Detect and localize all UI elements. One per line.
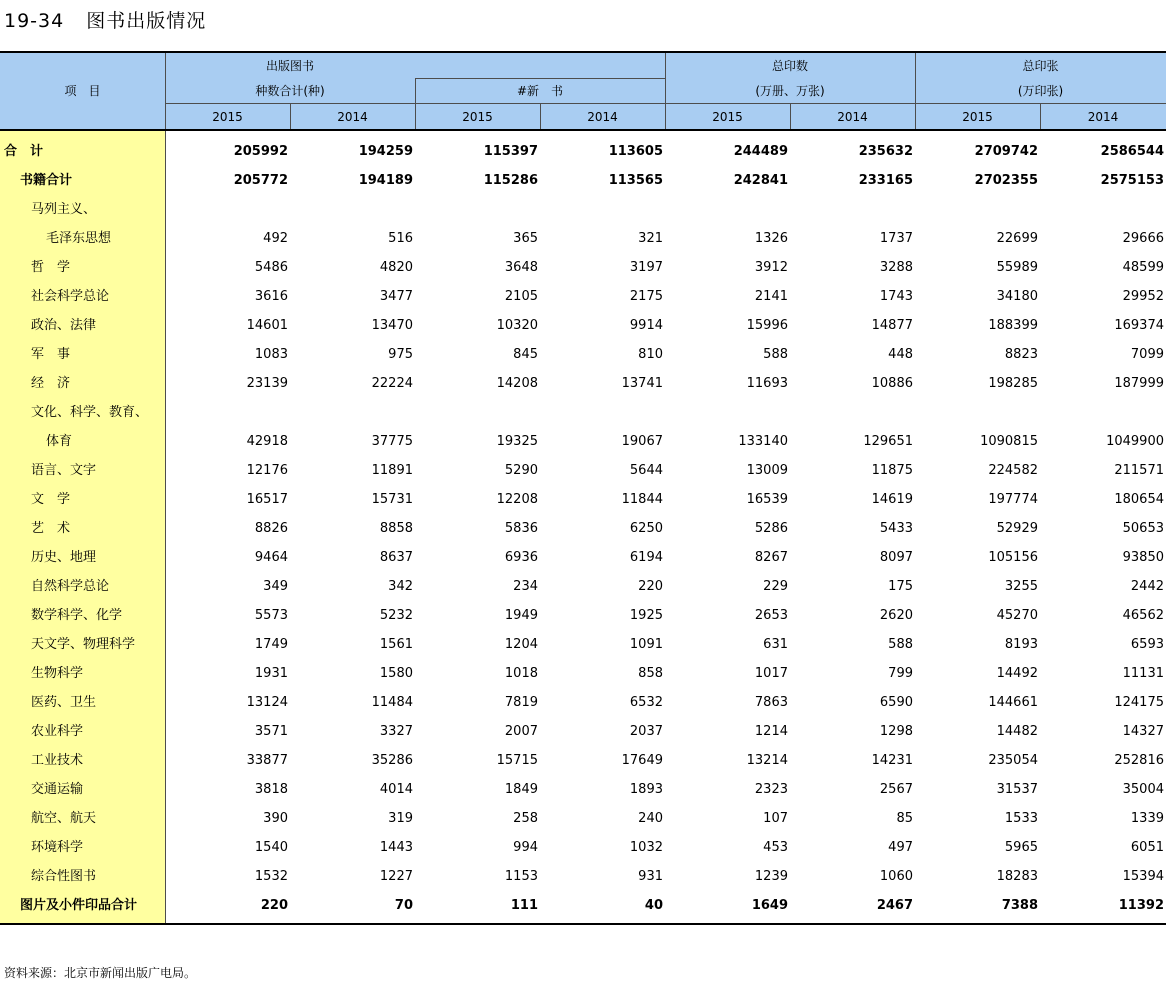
table-cell: 10886 (871, 376, 913, 391)
table-cell: 931 (638, 869, 663, 884)
table-cell: 240 (638, 811, 663, 826)
row-label: 军 事 (31, 347, 71, 362)
table-row (0, 282, 1166, 311)
table-title: 图书出版情况 (86, 10, 207, 32)
table-cell: 3477 (379, 289, 413, 304)
table-cell: 42918 (246, 434, 288, 449)
table-cell: 1091 (629, 637, 663, 652)
table-cell: 46562 (1122, 608, 1164, 623)
table-cell: 235054 (988, 753, 1038, 768)
row-label: 书籍合计 (20, 173, 73, 188)
table-row (0, 398, 1166, 427)
table-cell: 3648 (504, 260, 538, 275)
table-cell: 50653 (1122, 521, 1164, 536)
table-cell (165, 195, 290, 224)
header-new-books: #新 书 (516, 84, 564, 98)
table-cell: 497 (888, 840, 913, 855)
row-label: 综合性图书 (31, 869, 97, 884)
table-cell: 1298 (879, 724, 913, 739)
table-cell: 2007 (504, 724, 538, 739)
table-cell: 365 (513, 231, 538, 246)
table-cell: 1540 (254, 840, 288, 855)
table-cell: 1049900 (1106, 434, 1164, 449)
table-cell: 1204 (504, 637, 538, 652)
table-cell (290, 195, 415, 224)
table-row (0, 717, 1166, 746)
table-cell: 2567 (879, 782, 913, 797)
table-cell: 1949 (504, 608, 538, 623)
table-cell: 17649 (621, 753, 663, 768)
table-cell: 8637 (379, 550, 413, 565)
table-row (0, 427, 1166, 456)
table-cell: 342 (388, 579, 413, 594)
data-table (0, 137, 1166, 920)
table-cell: 588 (763, 347, 788, 362)
table-cell: 244489 (733, 144, 788, 159)
table-cell: 194259 (358, 144, 413, 159)
table-cell: 2702355 (974, 173, 1038, 188)
table-cell: 11131 (1122, 666, 1164, 681)
table-cell: 33877 (246, 753, 288, 768)
table-cell: 1532 (254, 869, 288, 884)
table-row (0, 224, 1166, 253)
table-cell: 1214 (754, 724, 788, 739)
table-cell: 14208 (496, 376, 538, 391)
table-cell: 2467 (876, 898, 913, 913)
table-cell: 13214 (746, 753, 788, 768)
table-cell: 1649 (751, 898, 788, 913)
table-cell: 5433 (879, 521, 913, 536)
table-cell: 810 (638, 347, 663, 362)
table-cell: 12208 (496, 492, 538, 507)
table-cell: 14482 (996, 724, 1038, 739)
table-cell: 2105 (504, 289, 538, 304)
table-cell: 14601 (246, 318, 288, 333)
table-cell (415, 195, 540, 224)
table-number: 19-34 (4, 10, 65, 32)
table-cell: 5232 (379, 608, 413, 623)
row-label: 艺 术 (31, 521, 71, 536)
table-cell: 4820 (379, 260, 413, 275)
table-cell: 70 (394, 898, 413, 913)
table-row (0, 311, 1166, 340)
row-label: 数学科学、化学 (31, 608, 123, 623)
table-cell: 235632 (858, 144, 913, 159)
table-cell (1040, 398, 1166, 427)
table-cell: 3818 (254, 782, 288, 797)
table-cell: 2709742 (974, 144, 1038, 159)
table-cell (415, 398, 540, 427)
table-row (0, 862, 1166, 891)
table-cell: 258 (513, 811, 538, 826)
table-cell: 2323 (754, 782, 788, 797)
table-row (0, 253, 1166, 282)
table-cell: 1893 (629, 782, 663, 797)
table-row (0, 369, 1166, 398)
header-year: 2015 (212, 110, 243, 124)
table-cell: 15715 (496, 753, 538, 768)
table-cell: 4014 (379, 782, 413, 797)
table-cell: 115286 (483, 173, 538, 188)
table-cell: 144661 (988, 695, 1038, 710)
table-cell: 2037 (629, 724, 663, 739)
source-note: 资料来源：北京市新闻出版广电局。 (4, 966, 197, 980)
table-cell: 175 (888, 579, 913, 594)
table-cell: 631 (763, 637, 788, 652)
table-row (0, 601, 1166, 630)
row-label: 文化、科学、教育、 (31, 405, 149, 420)
table-cell: 16517 (246, 492, 288, 507)
table-cell: 169374 (1114, 318, 1164, 333)
row-label: 历史、地理 (31, 550, 97, 565)
table-cell: 6250 (629, 521, 663, 536)
row-label: 经 济 (31, 376, 71, 391)
table-cell: 1060 (879, 869, 913, 884)
table-cell: 37775 (371, 434, 413, 449)
table-cell: 115397 (483, 144, 538, 159)
table-cell: 15394 (1122, 869, 1164, 884)
table-cell: 5965 (1004, 840, 1038, 855)
table-row (0, 746, 1166, 775)
header-year: 2015 (462, 110, 493, 124)
row-label: 航空、航天 (31, 811, 97, 826)
table-cell: 23139 (246, 376, 288, 391)
table-cell: 233165 (858, 173, 913, 188)
table-cell: 994 (513, 840, 538, 855)
table-cell: 6593 (1130, 637, 1164, 652)
table-cell: 29952 (1122, 289, 1164, 304)
table-cell: 2620 (879, 608, 913, 623)
table-cell: 107 (763, 811, 788, 826)
table-cell: 1032 (629, 840, 663, 855)
table-cell: 319 (388, 811, 413, 826)
table-cell: 14492 (996, 666, 1038, 681)
table-row (0, 456, 1166, 485)
header-bottom-rule (0, 129, 1166, 131)
table-cell: 13124 (246, 695, 288, 710)
table-cell: 13470 (371, 318, 413, 333)
table-cell: 1339 (1130, 811, 1164, 826)
table-cell (665, 398, 790, 427)
table-cell: 85 (896, 811, 913, 826)
header-item: 项 目 (64, 84, 101, 98)
table-cell: 11392 (1118, 898, 1164, 913)
table-cell: 6936 (504, 550, 538, 565)
table-cell: 1090815 (980, 434, 1038, 449)
table-cell: 5573 (254, 608, 288, 623)
table-cell: 5644 (629, 463, 663, 478)
table-cell (665, 195, 790, 224)
header-divider (415, 78, 665, 79)
table-row (0, 688, 1166, 717)
header-year: 2014 (837, 110, 868, 124)
table-cell: 7819 (504, 695, 538, 710)
header-year: 2015 (962, 110, 993, 124)
table-cell (290, 398, 415, 427)
table-cell (165, 398, 290, 427)
table-cell: 124175 (1114, 695, 1164, 710)
row-label: 图片及小件印品合计 (20, 898, 138, 913)
table-cell: 29666 (1122, 231, 1164, 246)
table-cell: 15996 (746, 318, 788, 333)
table-cell: 211571 (1114, 463, 1164, 478)
row-label: 农业科学 (31, 724, 84, 739)
row-label: 自然科学总论 (31, 579, 110, 594)
table-cell: 390 (263, 811, 288, 826)
header-total-prints: 总印数 (771, 59, 808, 73)
row-label: 工业技术 (31, 753, 84, 768)
table-cell: 6194 (629, 550, 663, 565)
table-row (0, 891, 1166, 920)
table-row (0, 804, 1166, 833)
row-label: 政治、法律 (31, 318, 97, 333)
table-cell: 8097 (879, 550, 913, 565)
table-cell: 7863 (754, 695, 788, 710)
table-cell: 242841 (733, 173, 788, 188)
table-cell: 48599 (1122, 260, 1164, 275)
table-cell: 188399 (988, 318, 1038, 333)
table-cell: 205992 (233, 144, 288, 159)
table-cell: 35004 (1122, 782, 1164, 797)
table-cell: 14327 (1122, 724, 1164, 739)
table-cell: 198285 (988, 376, 1038, 391)
table-cell: 1227 (379, 869, 413, 884)
table-cell: 3197 (629, 260, 663, 275)
table-row (0, 630, 1166, 659)
table-row (0, 340, 1166, 369)
table-row (0, 137, 1166, 166)
table-cell: 234 (513, 579, 538, 594)
table-top-rule (0, 51, 1166, 53)
table-cell: 93850 (1122, 550, 1164, 565)
table-cell: 45270 (996, 608, 1038, 623)
table-row (0, 543, 1166, 572)
header-year: 2014 (587, 110, 618, 124)
row-label: 体育 (46, 434, 73, 449)
table-cell: 5290 (504, 463, 538, 478)
table-row (0, 195, 1166, 224)
table-cell: 113565 (608, 173, 663, 188)
table-cell: 11891 (371, 463, 413, 478)
table-cell: 187999 (1114, 376, 1164, 391)
table-cell: 22224 (371, 376, 413, 391)
table-cell: 453 (763, 840, 788, 855)
table-cell: 8267 (754, 550, 788, 565)
row-label: 毛泽东思想 (46, 231, 112, 246)
table-cell: 1743 (879, 289, 913, 304)
table-cell: 14877 (871, 318, 913, 333)
table-row (0, 775, 1166, 804)
table-cell: 16539 (746, 492, 788, 507)
table-cell: 55989 (996, 260, 1038, 275)
row-label: 生物科学 (31, 666, 84, 681)
table-cell: 13741 (621, 376, 663, 391)
row-label: 天文学、物理科学 (31, 637, 136, 652)
table-cell: 2175 (629, 289, 663, 304)
header-divider (165, 103, 1166, 104)
table-cell: 8826 (254, 521, 288, 536)
table-cell: 35286 (371, 753, 413, 768)
table-cell: 220 (638, 579, 663, 594)
table-cell: 1083 (254, 347, 288, 362)
table-cell (540, 398, 665, 427)
table-cell: 2586544 (1100, 144, 1164, 159)
row-label: 文 学 (31, 492, 71, 507)
header-year: 2015 (712, 110, 743, 124)
table-cell: 34180 (996, 289, 1038, 304)
table-cell: 14231 (871, 753, 913, 768)
row-label: 环境科学 (31, 840, 84, 855)
table-cell: 11693 (746, 376, 788, 391)
table-cell: 1749 (254, 637, 288, 652)
table-row (0, 659, 1166, 688)
table-cell: 3571 (254, 724, 288, 739)
table-cell: 1561 (379, 637, 413, 652)
table-cell: 2575153 (1100, 173, 1164, 188)
table-cell: 3616 (254, 289, 288, 304)
table-row (0, 572, 1166, 601)
table-cell (915, 195, 1040, 224)
table-cell: 19067 (621, 434, 663, 449)
table-cell: 1849 (504, 782, 538, 797)
table-cell: 3327 (379, 724, 413, 739)
table-cell: 7388 (1001, 898, 1038, 913)
row-label: 语言、文字 (31, 463, 97, 478)
header-total-sheets: 总印张 (1022, 59, 1059, 73)
header-published-books: 出版图书 (265, 59, 314, 73)
table-cell: 9914 (629, 318, 663, 333)
row-label: 哲 学 (31, 260, 71, 275)
table-cell: 2653 (754, 608, 788, 623)
table-cell: 8193 (1004, 637, 1038, 652)
table-cell: 588 (888, 637, 913, 652)
table-cell: 10320 (496, 318, 538, 333)
table-cell: 105156 (988, 550, 1038, 565)
table-cell: 1017 (754, 666, 788, 681)
table-cell: 180654 (1114, 492, 1164, 507)
table-bottom-rule (0, 923, 1166, 925)
table-cell: 7099 (1130, 347, 1164, 362)
header-total-kinds: 种数合计(种) (255, 84, 325, 98)
row-label: 马列主义、 (31, 202, 97, 217)
table-cell: 845 (513, 347, 538, 362)
row-label: 交通运输 (31, 782, 84, 797)
table-cell: 1925 (629, 608, 663, 623)
table-cell: 799 (888, 666, 913, 681)
table-cell (915, 398, 1040, 427)
header-total-prints-unit: (万册、万张) (755, 84, 825, 98)
table-cell: 3255 (1004, 579, 1038, 594)
table-cell: 220 (260, 898, 288, 913)
table-cell: 12176 (246, 463, 288, 478)
table-row (0, 514, 1166, 543)
page-title (4, 6, 206, 33)
table-cell (540, 195, 665, 224)
header-total-sheets-unit: (万印张) (1017, 84, 1064, 98)
table-cell: 11484 (371, 695, 413, 710)
table-cell: 129651 (863, 434, 913, 449)
table-cell: 5486 (254, 260, 288, 275)
table-cell: 5836 (504, 521, 538, 536)
header-year: 2014 (337, 110, 368, 124)
table-row (0, 833, 1166, 862)
table-cell: 14619 (871, 492, 913, 507)
table-cell: 229 (763, 579, 788, 594)
table-cell: 15731 (371, 492, 413, 507)
table-cell: 1443 (379, 840, 413, 855)
table-cell: 6590 (879, 695, 913, 710)
table-cell: 224582 (988, 463, 1038, 478)
table-cell: 1326 (754, 231, 788, 246)
table-cell: 1239 (754, 869, 788, 884)
table-cell: 1580 (379, 666, 413, 681)
table-cell: 52929 (996, 521, 1038, 536)
table-cell: 1533 (1004, 811, 1038, 826)
table-cell: 3288 (879, 260, 913, 275)
table-cell: 448 (888, 347, 913, 362)
row-label: 医药、卫生 (31, 695, 97, 710)
table-cell: 6532 (629, 695, 663, 710)
table-cell (790, 398, 915, 427)
row-label: 社会科学总论 (31, 289, 110, 304)
table-cell: 321 (638, 231, 663, 246)
table-cell: 2141 (754, 289, 788, 304)
table-cell: 858 (638, 666, 663, 681)
table-cell: 2442 (1130, 579, 1164, 594)
table-cell: 22699 (996, 231, 1038, 246)
table-cell: 6051 (1130, 840, 1164, 855)
table-cell: 1737 (879, 231, 913, 246)
table-cell: 194189 (358, 173, 413, 188)
table-cell: 5286 (754, 521, 788, 536)
table-cell: 11844 (621, 492, 663, 507)
table-cell: 492 (263, 231, 288, 246)
table-cell (790, 195, 915, 224)
table-cell: 11875 (871, 463, 913, 478)
table-cell: 9464 (254, 550, 288, 565)
table-cell: 205772 (233, 173, 288, 188)
table-cell: 8858 (379, 521, 413, 536)
table-cell: 1153 (504, 869, 538, 884)
table-row (0, 166, 1166, 195)
table-cell: 8823 (1004, 347, 1038, 362)
row-label: 合 计 (4, 144, 44, 159)
table-cell (1040, 195, 1166, 224)
table-row (0, 485, 1166, 514)
table-cell: 18283 (996, 869, 1038, 884)
table-cell: 13009 (746, 463, 788, 478)
table-cell: 3912 (754, 260, 788, 275)
table-cell: 133140 (738, 434, 788, 449)
table-cell: 113605 (608, 144, 663, 159)
table-cell: 19325 (496, 434, 538, 449)
table-cell: 197774 (988, 492, 1038, 507)
table-cell: 252816 (1114, 753, 1164, 768)
header-year: 2014 (1087, 110, 1119, 124)
table-cell: 31537 (996, 782, 1038, 797)
table-cell: 40 (644, 898, 663, 913)
table-cell: 516 (388, 231, 413, 246)
table-cell: 975 (388, 347, 413, 362)
table-cell: 1931 (254, 666, 288, 681)
table-cell: 111 (510, 898, 538, 913)
table-cell: 349 (263, 579, 288, 594)
table-cell: 1018 (504, 666, 538, 681)
